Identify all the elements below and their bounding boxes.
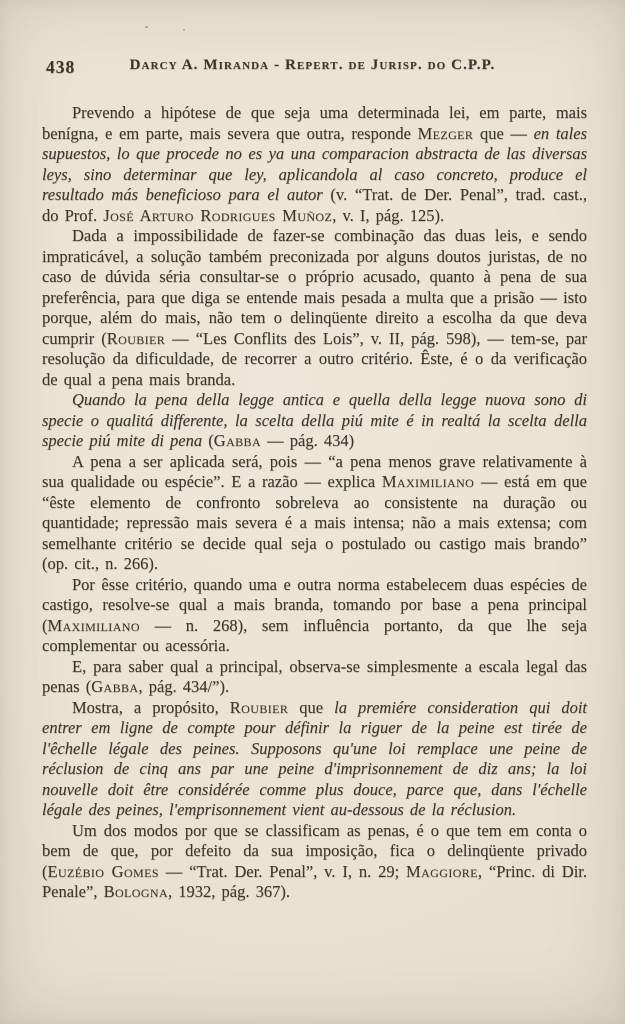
text-segment: que [288,697,335,717]
text-segment: A pena a ser aplicada será, pois — “a pena menos grave relativamente à sua qualidade ou espécie”. E a razão — explica [42,451,587,491]
text-segment: — “Trat. Der. Penal”, v. I, n. 29; [158,861,407,881]
text-segment: Bologna [103,882,169,901]
paragraph [42,657,587,698]
text-block [42,103,587,903]
text-segment: (v. “Trat. de Der. Penal”, trad. cast., do Prof. [42,185,587,225]
paragraph [42,103,587,226]
text-segment: Dada a impossibilidade de fazer-se combinação das duas leis, e sendo impraticável, a solução também preconizada por alguns doutos juristas, de no caso de dúvida séria consultar-se o próprio acusado, quanto à pena de sua preferência, para que diga se entende mais pesada a multa que a prisão — isto porque, além do mais, não tem o delinqüente direito a escolha da que deva cumprir ( [42,226,587,348]
text-segment: Um dos modos por que se classificam as penas, é o que tem em conta o bem de que, por defeito da sua imposição, fica o delinqüente privado ( [42,820,587,881]
text-segment: Maximiliano [381,472,475,491]
running-title: Darcy A. Miranda - Repert. de Jurisp. do C.P.P. [129,57,496,73]
paragraph [42,226,587,390]
paragraph [42,390,587,452]
text-segment: la premiére consideration qui doit entrer em ligne de compte pour définir la riguer de la peine est tirée de l'êchelle légale des peines. Supposons qu'une loi remplace une peine de réclusion de cinq ans par une peine d'imprisonnement de diz ans; la loi nouvelle doit être considérée comme plus douce, parce que, dans l'échelle légale des peines, l'emprisonnement vient au-dessous de la réclusion. [42,697,587,819]
text-segment: Quando la pena della legge antica e quella della legge nuova sono di specie o qualitá differente, la scelta della piú mite é in realtá la scelta della specie piú mite di pena [42,390,587,450]
page-number: 438 [46,57,76,77]
text-segment: José Arturo Rodrigues Muñoz [103,205,333,225]
text-segment: Roubier [106,328,166,348]
text-segment: — n. 268), sem influência portanto, da que lhe seja complementar ou acessória. [42,615,587,655]
text-segment: , pág. 434/”). [138,677,230,696]
text-segment: — pág. 434) [261,431,355,450]
text-segment: Euzébio Gomes [47,861,159,881]
text-segment: Maximiliano [47,615,140,635]
text-segment: Prevendo a hipótese de que seja uma determinada lei, em parte, mais benígna, e em parte, mais severa que outra, responde [42,103,587,143]
text-segment: Mostra, a propósito, [72,697,230,717]
paragraph [42,821,587,903]
paragraph [42,575,587,657]
text-segment: Mezger [417,123,474,143]
text-segment: ( [202,431,214,450]
text-segment: , 1932, pág. 367). [168,882,290,901]
text-segment: , v. I, pág. 125). [332,205,445,225]
text-segment: que — [473,123,534,143]
paragraph [42,452,587,575]
text-segment: Gabba [213,431,262,450]
text-segment: Por êsse critério, quando uma e outra norma estabelecem duas espécies de castigo, resolve-se qual a mais branda, tomando por base a pena principal ( [42,574,587,635]
text-segment: Roubier [229,697,289,717]
paragraph [42,698,587,821]
text-segment: Gabba [91,677,139,696]
paper-speck [145,26,148,28]
text-segment: , “Princ. di Dir. Penale”, [42,861,587,901]
text-segment: — “Les Conflits des Lois”, v. II, pág. 598), — tem-se, par resolução da dificuldade, de recorrer a outro critério. Êste, é o da verificação de qual a pena mais branda. [42,328,587,389]
text-segment: E, para saber qual a principal, observa-se simplesmente a escala legal das penas ( [42,656,587,696]
text-segment: Maggiore [406,861,478,881]
page-header [42,57,583,79]
text-segment: — está em que “êste elemento de confronto sobreleva ao consistente na duração ou quantidade; repressão mais severa é a mais intensa; não a mais extensa; com semelhante critério se decide qual seja o postulado ou castigo mais brando” (op. cit., n. 266). [42,472,587,573]
paper-speck [183,29,185,31]
text-segment: en tales supuestos, lo que procede no es ya una comparacion abstracta de las diversas leys, sino determinar que ley, aplicandola al caso concreto, produce el resultado más beneficioso para el autor [42,123,587,204]
